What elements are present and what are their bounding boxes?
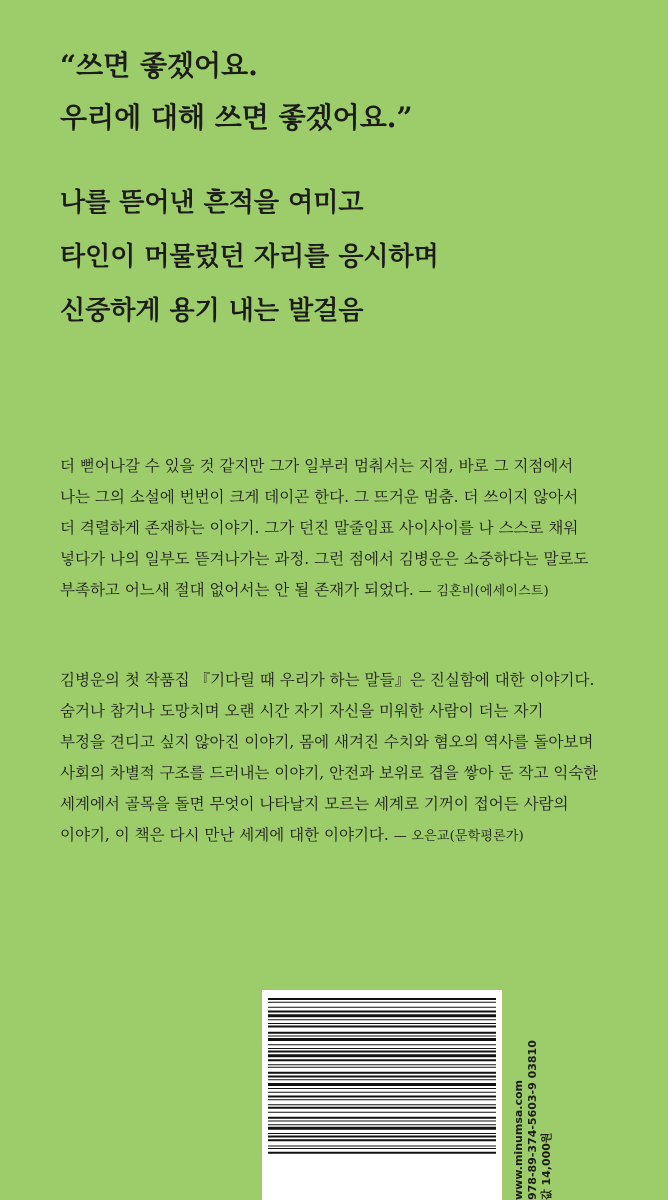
poem-line: 신중하게 용기 내는 발걸음 [60,296,364,326]
blurb-attribution: — 오은교(문학평론가) [393,829,524,844]
barcode-bar [268,1104,496,1105]
barcode-bar [268,1059,496,1061]
barcode-bar [268,1083,496,1086]
quote-line-1: “쓰면 좋겠어요. [60,49,258,82]
blurb-attribution: — 김혼비(에세이스트) [418,584,549,599]
barcode-bar [268,1124,496,1125]
barcode-info [512,995,554,1200]
tagline-poem [60,176,439,338]
blurb-line-last [60,575,588,606]
barcode-bar [268,1007,496,1008]
price: 값 14,000원 [540,1132,553,1200]
barcode-bar [268,1107,496,1109]
barcode-bar [268,1152,496,1154]
barcode-bar [268,1054,496,1057]
barcode-bar [268,1146,496,1147]
barcode-bar [268,1067,496,1068]
isbn-number: 978-89-374-5603-9 03810 [526,1040,539,1200]
poem-line: 타인이 머물렀던 자리를 응시하며 [60,242,439,272]
barcode-bar [268,1014,496,1017]
blurb-line: 더 격렬하게 존재하는 이야기. 그가 던진 말줄임표 사이사이를 나 스스로 채워 [60,519,579,537]
publisher-website: www.minumsa.com [512,1079,525,1200]
barcode-bar [268,1127,496,1130]
barcode-bar [268,1139,496,1141]
barcode-bar [268,1117,496,1119]
barcode-bar [268,1092,496,1093]
barcode-bar [268,1002,496,1003]
barcode-bar [268,1038,496,1041]
blurb-kim-honbi [60,451,588,606]
blurb-line: 나는 그의 소설에 번번이 크게 데이곤 한다. 그 뜨거운 멈춤. 더 쓰이지 않아서 [60,488,579,506]
blurb-line: 세계에서 골목을 돌면 무엇이 나타날지 모르는 세계로 기꺼이 접어든 사람의 [60,795,569,813]
blurb-line: 숨거나 참거나 도망치며 오랜 시간 자기 자신을 미워한 사람이 더는 자기 [60,702,544,720]
barcode-bar [268,1051,496,1053]
barcode-bar [268,1032,496,1034]
blurb-line: 이야기, 이 책은 다시 만난 세계에 대한 이야기다. [60,826,389,844]
barcode-bar [268,1148,496,1149]
poem-line: 나를 뜯어낸 흔적을 여미고 [60,188,364,218]
barcode-bar [268,1011,496,1013]
barcode-bar [268,1019,496,1020]
blurb-line: 김병운의 첫 작품집 『기다릴 때 우리가 하는 말들』은 진실함에 대한 이야기다. [60,671,595,689]
barcode-bar [268,1076,496,1078]
barcode-bar [268,1096,496,1098]
quote-headline [60,40,413,144]
blurb-oh-eungyo [60,665,598,851]
blurb-line: 넣다가 나의 일부도 뜯겨나가는 과정. 그런 점에서 김병운은 소중하다는 말로도 [60,550,589,568]
quote-line-2: 우리에 대해 쓰면 좋겠어요.” [60,101,413,134]
barcode-bar [268,1064,496,1065]
barcode-bar [268,1072,496,1074]
barcode-bar [268,1044,496,1045]
barcode-bar [268,1026,496,1028]
barcode-bar [268,1036,496,1037]
blurb-line: 부정을 견디고 싶지 않아진 이야기, 몸에 새겨진 수치와 혐오의 역사를 돌아보며 [60,733,594,751]
barcode-bar [268,1088,496,1089]
barcode-bar [268,1099,496,1100]
barcode-panel [262,990,502,1200]
blurb-line: 부족하고 어느새 절대 없어서는 안 될 존재가 되었다. [60,581,414,599]
barcode-bar [268,1048,496,1049]
blurb-line: 더 뻗어나갈 수 있을 것 같지만 그가 일부러 멈춰서는 지점, 바로 그 지점에서 [60,457,574,475]
blurb-line-last [60,820,598,851]
isbn-barcode [262,990,502,1200]
blurb-line: 사회의 차별적 구조를 드러내는 이야기, 안전과 보위로 겹을 쌓아 둔 작고 익숙한 [60,764,599,782]
barcode-bar [268,1136,496,1138]
barcode-bar [268,1112,496,1113]
barcode-bar [268,998,496,1000]
barcode-bar [268,1121,496,1122]
barcode-bar [268,1023,496,1024]
barcode-bar [268,1079,496,1080]
barcode-bar [268,1133,496,1134]
